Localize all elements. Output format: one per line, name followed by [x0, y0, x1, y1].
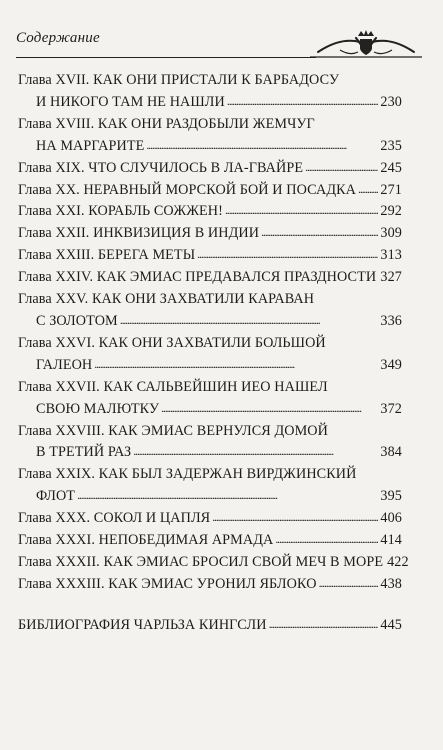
toc-entry-line [18, 421, 402, 443]
toc-page-number: 271 [380, 181, 402, 198]
toc-page-number: 292 [380, 203, 402, 220]
dot-leader [358, 179, 378, 201]
dot-leader [269, 614, 379, 636]
toc-entry [18, 377, 402, 421]
toc-entry-title: Глава XXIII. БЕРЕГА МЕТЫ [18, 247, 196, 264]
toc-entry [18, 180, 402, 202]
dot-leader [146, 135, 378, 157]
toc-entry-title: Глава XXIV. КАК ЭМИАС ПРЕДАВАЛСЯ ПРАЗДНОСТИ [18, 269, 377, 286]
toc-entry [18, 267, 402, 289]
toc-entry-line [18, 377, 402, 399]
toc-entry-title: Глава XVIII. КАК ОНИ РАЗДОБЫЛИ ЖЕМЧУГ [18, 115, 315, 132]
toc-entry-line [18, 552, 409, 574]
dot-leader [261, 222, 378, 244]
toc-entry-line [18, 245, 402, 267]
toc-page-number: 422 [387, 553, 409, 570]
toc-entry-title: СВОЮ МАЛЮТКУ [36, 400, 160, 417]
toc-entry-title: Глава XXXIII. КАК ЭМИАС УРОНИЛ ЯБЛОКО [18, 575, 317, 592]
dot-leader [319, 573, 379, 595]
dot-leader [197, 244, 378, 266]
toc-entry [18, 114, 402, 158]
toc-entry-title: БИБЛИОГРАФИЯ ЧАРЛЬЗА КИНГСЛИ [18, 616, 267, 633]
bibliography-entry [18, 615, 402, 637]
dot-leader [212, 507, 378, 529]
toc-entry [18, 223, 402, 245]
toc-entry-title: Глава XXVIII. КАК ЭМИАС ВЕРНУЛСЯ ДОМОЙ [18, 422, 328, 439]
toc-entry-line [18, 530, 402, 552]
toc-entry-title: Глава XXXII. КАК ЭМИАС БРОСИЛ СВОЙ МЕЧ В МОРЕ [18, 553, 384, 570]
toc-entry-title: Глава XXIX. КАК БЫЛ ЗАДЕРЖАН ВИРДЖИНСКИЙ [18, 466, 357, 483]
toc-entry-line [18, 508, 402, 530]
toc-entry-title: И НИКОГО ТАМ НЕ НАШЛИ [36, 93, 225, 110]
toc-entry-line [18, 223, 402, 245]
toc-page-number: 384 [380, 444, 402, 461]
toc-page-number: 230 [380, 93, 402, 110]
toc-entry-line [18, 267, 402, 289]
toc-entry-line [18, 311, 402, 333]
toc-page-number: 406 [380, 510, 402, 527]
dot-leader [120, 310, 379, 332]
toc-entry-line [18, 92, 402, 114]
toc-page-number: 309 [380, 225, 402, 242]
toc-entry [18, 508, 402, 530]
toc-entry-title: Глава XXI. КОРАБЛЬ СОЖЖЕН! [18, 203, 223, 220]
toc-entry [18, 574, 402, 596]
toc-entry-line [18, 70, 402, 92]
toc-entry [18, 245, 402, 267]
dot-leader [133, 441, 378, 463]
toc-entry-line [18, 180, 402, 202]
toc-entry-line [18, 486, 402, 508]
toc-entry-title: Глава XXXI. НЕПОБЕДИМАЯ АРМАДА [18, 532, 274, 549]
toc-entry-line [18, 574, 402, 596]
toc-entry-line [18, 464, 402, 486]
toc-entry [18, 530, 402, 552]
page-header [16, 30, 426, 66]
toc-entry-line [18, 158, 402, 180]
toc-entry [18, 289, 402, 333]
toc-page-number: 395 [380, 488, 402, 505]
dot-leader [227, 91, 379, 113]
toc-entry-title: НА МАРГАРИТЕ [36, 137, 145, 154]
toc-entry-title: С ЗОЛОТОМ [36, 312, 118, 329]
dot-leader [94, 354, 378, 376]
dot-leader [275, 529, 378, 551]
toc-page-number: 313 [380, 247, 402, 264]
toc-entry-title: Глава XIX. ЧТО СЛУЧИЛОСЬ В ЛА-ГВАЙРЕ [18, 159, 304, 176]
crossed-swords-emblem-icon [310, 30, 422, 64]
toc-entry-title: Глава XXX. СОКОЛ И ЦАПЛЯ [18, 510, 211, 527]
toc-entry-line [18, 333, 402, 355]
toc-entry-line [18, 399, 402, 421]
toc-entry [18, 464, 402, 508]
dot-leader [161, 398, 378, 420]
toc-page-number: 336 [380, 312, 402, 329]
toc-page-number: 414 [380, 532, 402, 549]
toc-page-number: 327 [380, 269, 402, 286]
dot-leader [225, 200, 378, 222]
toc-entry [18, 333, 402, 377]
table-of-contents [18, 70, 409, 637]
toc-entry-title: Глава XX. НЕРАВНЫЙ МОРСКОЙ БОЙ И ПОСАДКА [18, 181, 357, 198]
header-rule [16, 57, 316, 58]
toc-entry [18, 158, 402, 180]
toc-entry-title: В ТРЕТИЙ РАЗ [36, 444, 132, 461]
toc-entry-title: ФЛОТ [36, 488, 76, 505]
toc-entry-title: Глава XXII. ИНКВИЗИЦИЯ В ИНДИИ [18, 225, 260, 242]
toc-entry [18, 70, 402, 114]
toc-entry-line [18, 289, 402, 311]
toc-entry-title: Глава XXV. КАК ОНИ ЗАХВАТИЛИ КАРАВАН [18, 291, 315, 308]
toc-page-number: 445 [380, 616, 402, 633]
header-title: Содержание [16, 30, 100, 46]
dot-leader [305, 157, 378, 179]
toc-entry [18, 552, 409, 574]
toc-page-number: 372 [380, 400, 402, 417]
toc-entry [18, 421, 402, 465]
toc-entry-title: Глава XXVII. КАК САЛЬВЕЙШИН ИЕО НАШЕЛ [18, 378, 328, 395]
toc-entry-line [18, 355, 402, 377]
toc-entry-title: Глава XXVI. КАК ОНИ ЗАХВАТИЛИ БОЛЬШОЙ [18, 334, 326, 351]
toc-entry [18, 201, 402, 223]
toc-page-number: 349 [380, 356, 402, 373]
toc-page-number: 245 [380, 159, 402, 176]
toc-entry-line [18, 136, 402, 158]
toc-entry-line [18, 201, 402, 223]
toc-entry-line [18, 615, 402, 637]
dot-leader [77, 485, 378, 507]
toc-entry-title: Глава XVII. КАК ОНИ ПРИСТАЛИ К БАРБАДОСУ [18, 72, 340, 88]
toc-page-number: 235 [380, 137, 402, 154]
toc-entry-line [18, 442, 402, 464]
toc-entry-line [18, 114, 402, 136]
toc-page-number: 438 [380, 575, 402, 592]
toc-entry-title: ГАЛЕОН [36, 356, 93, 373]
